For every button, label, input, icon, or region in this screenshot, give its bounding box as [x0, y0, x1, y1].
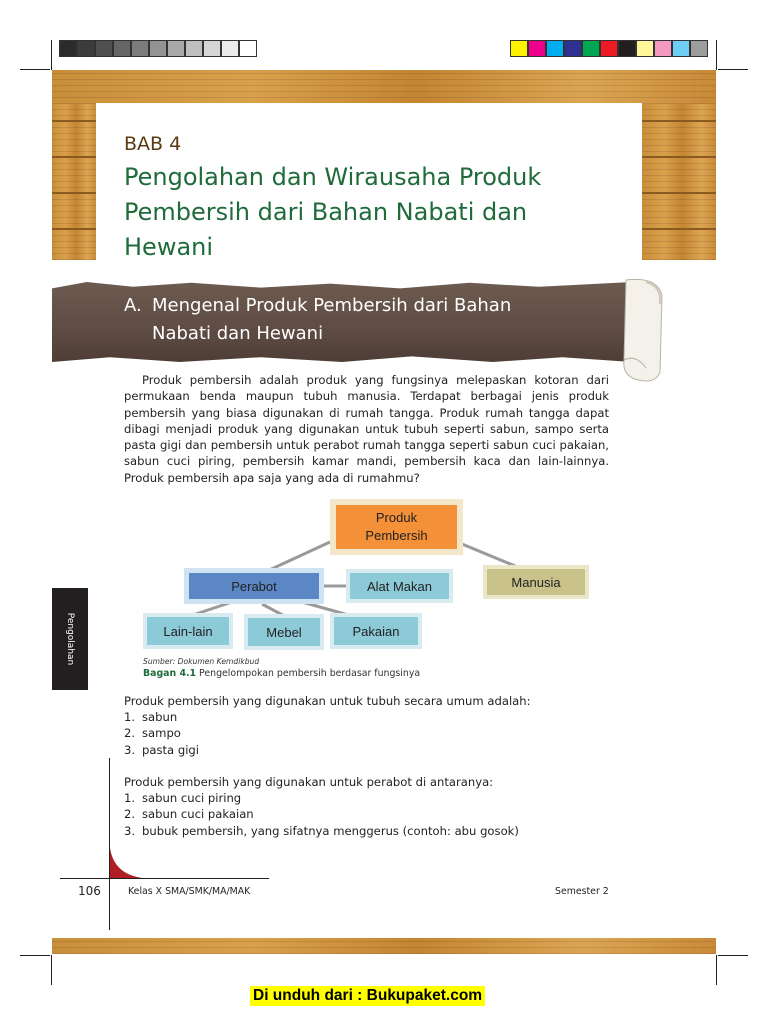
crop-mark: [718, 955, 748, 956]
side-chapter-tab-label: Pengolahan: [65, 612, 75, 666]
diagram-node-lainlain: [147, 617, 229, 645]
figure-caption-text: Pengelompokan pembersih berdasar fungsinya: [196, 668, 421, 679]
diagram-node-pakaian-label: Pakaian: [352, 623, 400, 639]
diagram-node-root: [336, 505, 457, 549]
section-number: A.: [124, 295, 142, 316]
list-item-number: 2.: [124, 726, 136, 741]
furniture-products-list: [124, 774, 519, 839]
download-source-banner[interactable]: Di unduh dari : Bukupaket.com: [250, 986, 485, 1006]
crop-mark: [716, 955, 717, 985]
diagram-node-mebel-label: Mebel: [266, 624, 302, 640]
page-number: 106: [78, 884, 101, 898]
footer-horizontal-rule: [60, 878, 269, 879]
list-item-number: 3.: [124, 823, 136, 838]
diagram-node-alatmakan: [350, 573, 449, 599]
diagram-node-alatmakan-frame: [346, 569, 453, 603]
chapter-title: Pengolahan dan Wirausaha Produk Pembersih dari Bahan Nabati dan Hewani: [124, 163, 542, 261]
diagram-node-alatmakan-label: Alat Makan: [366, 578, 433, 594]
footer-class-label: Kelas X SMA/SMK/MA/MAK: [128, 886, 251, 897]
side-chapter-tab: [52, 588, 88, 690]
furniture-products-heading: Produk pembersih yang digunakan untuk perabot di antaranya:: [124, 775, 494, 789]
figure-source: Sumber: Dokumen Kemdikbud: [143, 657, 260, 666]
diagram-node-pakaian: [334, 617, 418, 645]
diagram-node-perabot: [189, 573, 319, 599]
section-title-line2: Nabati dan Hewani: [152, 323, 324, 344]
list-item-number: 3.: [124, 742, 136, 757]
section-title-line1: Mengenal Produk Pembersih dari Bahan: [152, 295, 512, 316]
body-products-list: [124, 693, 531, 758]
intro-paragraph-text: Produk pembersih adalah produk yang fungsinya melepaskan kotoran dari permukaan benda maupun tubuh manusia. Terdapat berbagai jenis produk pembersih yang biasa digunakan di rumah tangga. Produk rumah tangga dapat dibagi menjadi produk yang digunakan untuk tubuh seperti sabun, sampo serta pasta gigi dan pembersih untuk perabot rumah tangga seperti sabun cuci pakaian, sabun cuci piring, pembersih kamar mandi, pembersih kaca dan lain-lainnya. Produk pembersih apa saja yang ada di rumahmu?: [124, 373, 609, 485]
chapter-number: BAB 4: [124, 133, 182, 155]
diagram-node-perabot-frame: [184, 568, 324, 604]
footer-corner-decoration: [110, 848, 142, 878]
list-item-text: pasta gigi: [142, 742, 200, 757]
diagram-node-lainlain-frame: [143, 613, 233, 649]
list-item-text: sabun cuci piring: [142, 791, 242, 806]
diagram-node-manusia-label: Manusia: [511, 574, 561, 590]
crop-mark: [51, 955, 52, 985]
list-item-text: sampo: [142, 726, 181, 741]
list-item-number: 2.: [124, 807, 136, 822]
diagram-node-pakaian-frame: [330, 613, 422, 649]
diagram-node-lainlain-label: Lain-lain: [163, 623, 213, 639]
list-item-text: sabun: [142, 710, 178, 725]
list-item-text: sabun cuci pakaian: [142, 807, 254, 822]
list-item: [124, 742, 531, 758]
wood-strip-bottom: [52, 938, 716, 954]
body-products-heading: Produk pembersih yang digunakan untuk tubuh secara umum adalah:: [124, 694, 531, 708]
list-item-number: 1.: [124, 791, 136, 806]
diagram-node-manusia-frame: [483, 565, 589, 599]
footer-vertical-rule: [109, 758, 110, 930]
diagram-node-mebel: [248, 618, 320, 646]
diagram-node-root-label: Produk Pembersih: [365, 510, 428, 543]
list-item: [124, 806, 519, 822]
list-item-number: 1.: [124, 710, 136, 725]
figure-caption-label: Bagan 4.1: [143, 668, 197, 679]
list-item-text: bubuk pembersih, yang sifatnya menggerus (contoh: abu gosok): [142, 823, 519, 838]
list-item: [124, 823, 519, 839]
list-item: [124, 725, 531, 741]
list-item: [124, 790, 519, 806]
figure-caption: [143, 668, 420, 679]
diagram-node-root-frame: [330, 499, 463, 555]
diagram-node-perabot-label: Perabot: [231, 578, 277, 594]
footer-semester-label: Semester 2: [555, 886, 609, 897]
diagram-node-manusia: [487, 569, 585, 595]
diagram-node-mebel-frame: [244, 614, 324, 650]
crop-mark: [20, 955, 50, 956]
list-item: [124, 709, 531, 725]
